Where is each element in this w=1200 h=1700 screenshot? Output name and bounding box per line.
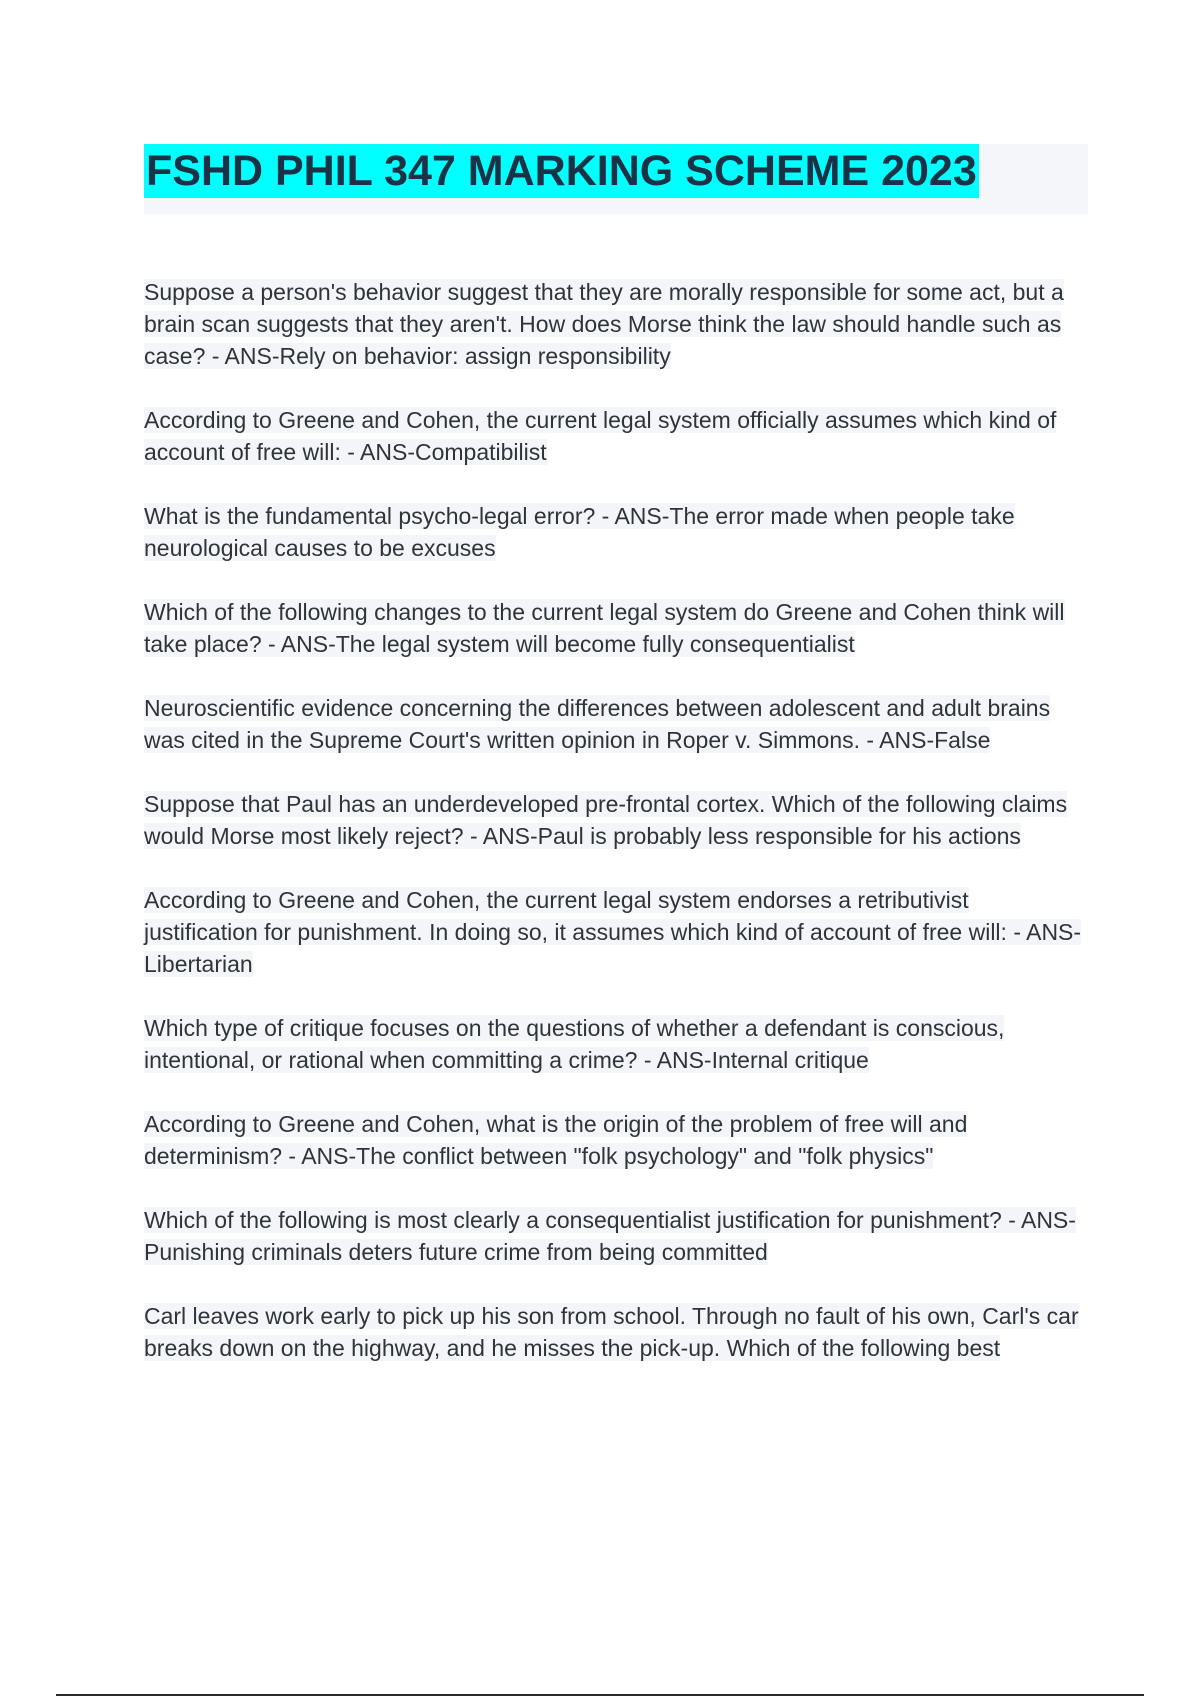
qa-item-text: Which of the following changes to the current legal system do Greene and Cohen think will take place? - ANS-The legal system will become fully consequentialist xyxy=(144,599,1065,657)
qa-item-text: According to Greene and Cohen, what is the origin of the problem of free will and determinism? - ANS-The conflict between "folk psychology" and "folk physics" xyxy=(144,1111,968,1169)
qa-item-text: Carl leaves work early to pick up his son from school. Through no fault of his own, Carl's car breaks down on the highway, and he misses the pick-up. Which of the following best xyxy=(144,1303,1079,1361)
qa-item xyxy=(144,1300,1088,1364)
page-bottom-divider xyxy=(56,1694,1144,1696)
qa-item xyxy=(144,692,1088,756)
title-block xyxy=(144,144,1088,214)
qa-list xyxy=(144,276,1088,1396)
qa-item xyxy=(144,276,1088,372)
qa-item-text: Neuroscientific evidence concerning the differences between adolescent and adult brains was cited in the Supreme Court's written opinion in Roper v. Simmons. - ANS-False xyxy=(144,695,1051,753)
qa-item xyxy=(144,404,1088,468)
page-title: FSHD PHIL 347 MARKING SCHEME 2023 xyxy=(144,144,979,198)
qa-item-text: Suppose a person's behavior suggest that they are morally responsible for some act, but a brain scan suggests that they aren't. How does Morse think the law should handle such as case? - ANS-Rely on behavior: assign responsibility xyxy=(144,279,1064,369)
qa-item-text: Which type of critique focuses on the questions of whether a defendant is conscious, intentional, or rational when committing a crime? - ANS-Internal critique xyxy=(144,1015,1005,1073)
qa-item xyxy=(144,1204,1088,1268)
qa-item xyxy=(144,788,1088,852)
qa-item-text: Which of the following is most clearly a consequentialist justification for punishment? - ANS-Punishing criminals deters future crime from being committed xyxy=(144,1207,1076,1265)
qa-item xyxy=(144,500,1088,564)
qa-item xyxy=(144,1108,1088,1172)
qa-item xyxy=(144,884,1088,980)
qa-item xyxy=(144,1012,1088,1076)
qa-item-text: What is the fundamental psycho-legal error? - ANS-The error made when people take neurological causes to be excuses xyxy=(144,503,1015,561)
qa-item-text: According to Greene and Cohen, the current legal system officially assumes which kind of account of free will: - ANS-Compatibilist xyxy=(144,407,1057,465)
qa-item-text: According to Greene and Cohen, the current legal system endorses a retributivist justification for punishment. In doing so, it assumes which kind of account of free will: - ANS-Libertarian xyxy=(144,887,1082,977)
qa-item-text: Suppose that Paul has an underdeveloped pre-frontal cortex. Which of the following claims would Morse most likely reject? - ANS-Paul is probably less responsible for his actions xyxy=(144,791,1068,849)
qa-item xyxy=(144,596,1088,660)
